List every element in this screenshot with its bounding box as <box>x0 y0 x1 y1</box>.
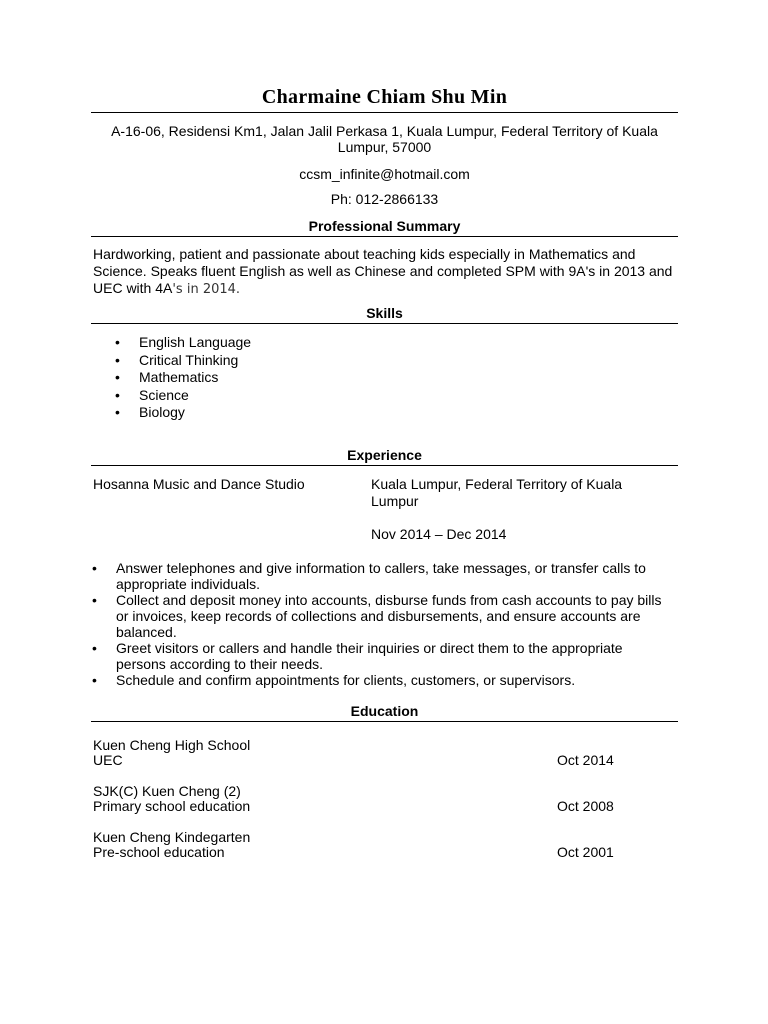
duty-line: • Answer telephones and give information to callers, take messages, or transfer calls to <box>116 560 646 576</box>
education-entry <box>93 829 678 863</box>
experience-divider <box>91 465 678 466</box>
education-heading: Education <box>350 703 419 719</box>
duty-line: balanced. <box>116 624 177 640</box>
duty-line: • Schedule and confirm appointments for clients, customers, or supervisors. <box>116 672 576 688</box>
employer-location-line-1: Kuala Lumpur, Federal Territory of Kuala <box>371 476 623 492</box>
school-name: Kuen Cheng High School <box>93 737 251 753</box>
employer-name: Hosanna Music and Dance Studio <box>93 476 305 492</box>
duty-item <box>91 672 676 688</box>
duty-item <box>91 640 676 672</box>
header-divider <box>91 112 678 113</box>
phone-number: Ph: 012-2866133 <box>330 191 439 207</box>
duty-item <box>91 560 676 592</box>
qualification: Pre-school education <box>93 844 225 860</box>
candidate-name: Charmaine Chiam Shu Min <box>261 86 508 108</box>
duty-line: persons according to their needs. <box>116 656 324 672</box>
duty-line: • Collect and deposit money into accounts, disburse funds from cash accounts to pay bills <box>116 592 662 608</box>
duties-list <box>91 560 678 688</box>
skills-heading: Skills <box>366 305 403 321</box>
employer-location-line-2: Lumpur <box>371 493 419 509</box>
qualification: Primary school education <box>93 798 251 814</box>
education-date: Oct 2014 <box>557 752 614 768</box>
summary-divider <box>91 236 678 237</box>
duty-line: • Greet visitors or callers and handle their inquiries or direct them to the appropriate <box>116 640 623 656</box>
education-entry <box>93 737 678 771</box>
skills-list <box>91 334 251 422</box>
email-address: ccsm_infinite@hotmail.com <box>299 166 470 182</box>
employment-dates: Nov 2014 – Dec 2014 <box>371 526 507 542</box>
school-name: Kuen Cheng Kindegarten <box>93 829 251 845</box>
employer-location <box>371 476 661 510</box>
duty-line: or invoices, keep records of collections and disbursements, and ensure accounts are <box>116 608 641 624</box>
qualification: UEC <box>93 752 123 768</box>
address-line-1: A-16-06, Residensi Km1, Jalan Jalil Perkasa 1, Kuala Lumpur, Federal Territory of Kuala <box>111 123 658 139</box>
skill-item: • Mathematics <box>91 369 251 387</box>
education-date: Oct 2001 <box>557 844 614 860</box>
summary-text-tail: 's in 2014. <box>172 282 241 297</box>
summary-heading: Professional Summary <box>308 218 461 234</box>
summary-text <box>93 246 673 298</box>
skills-divider <box>91 323 678 324</box>
education-date: Oct 2008 <box>557 798 614 814</box>
school-name: SJK(C) Kuen Cheng (2) <box>93 783 241 799</box>
duty-item <box>91 592 676 640</box>
duty-line: appropriate individuals. <box>116 576 260 592</box>
resume-page <box>91 0 678 1024</box>
skill-item: • Science <box>91 387 251 405</box>
skill-item: • English Language <box>91 334 251 352</box>
education-divider <box>91 721 678 722</box>
experience-heading: Experience <box>347 447 422 463</box>
education-entry <box>93 783 678 817</box>
skill-item: • Biology <box>91 404 251 422</box>
skill-item: • Critical Thinking <box>91 352 251 370</box>
address-line-2: Lumpur, 57000 <box>337 139 432 155</box>
summary-text-main: Hardworking, patient and passionate about teaching kids especially in Mathematics and Science. Speaks fluent English as well as Chinese and completed SPM with 9A's in 2013 and UEC with 4A <box>93 246 673 296</box>
